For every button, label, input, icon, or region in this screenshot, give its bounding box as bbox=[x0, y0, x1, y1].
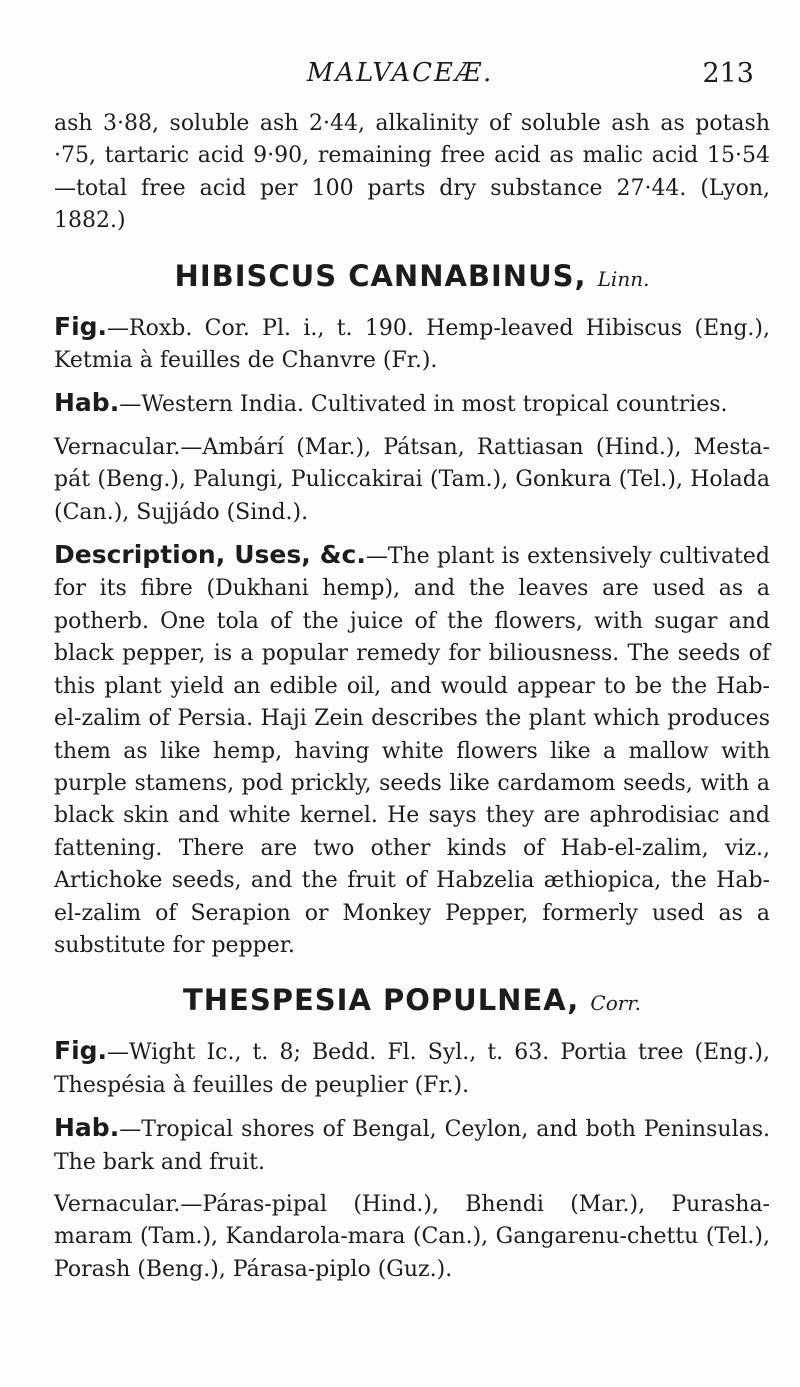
hab-paragraph bbox=[54, 387, 770, 421]
hab-lead: Hab. bbox=[54, 388, 120, 418]
heading-name: HIBISCUS CANNABINUS, bbox=[174, 258, 587, 293]
description-paragraph bbox=[54, 539, 770, 962]
section-heading-thespesia bbox=[54, 982, 770, 1021]
fig-text: —Wight Ic., t. 8; Bedd. Fl. Syl., t. 63. Portia tree (Eng.), Thespésia à feuilles de peuplier (Fr.). bbox=[54, 1040, 770, 1098]
heading-author: Linn. bbox=[597, 266, 650, 291]
intro-paragraph: ash 3·88, soluble ash 2·44, alkalinity of soluble ash as potash ·75, tartaric acid 9·90, remaining free acid as malic acid 15·54—total free acid per 100 parts dry substance 27·44. (Lyon, 1882.) bbox=[54, 111, 770, 234]
hab-paragraph bbox=[54, 1112, 770, 1179]
fig-paragraph bbox=[54, 311, 770, 378]
vernacular-paragraph: Vernacular.—Páras-pipal (Hind.), Bhendi (Mar.), Purasha-maram (Tam.), Kandarola-mara (Can.), Gangarenu-chettu (Tel.), Porash (Beng.), Párasa-piplo (Guz.). bbox=[54, 1191, 770, 1282]
fig-lead: Fig. bbox=[54, 311, 108, 341]
section-heading-hibiscus bbox=[54, 258, 770, 297]
running-title: MALVACEÆ. bbox=[306, 58, 494, 88]
fig-paragraph bbox=[54, 1035, 770, 1102]
heading-author: Corr. bbox=[590, 991, 642, 1016]
description-lead: Description, Uses, &c. bbox=[54, 540, 366, 570]
page-number: 213 bbox=[702, 58, 754, 89]
description-text: —The plant is extensively cultivated for its fibre (Dukhani hemp), and the leaves are used as a potherb. One tola of the juice of the flowers, with sugar and black pepper, is a popular remedy for biliousness. The seeds of this plant yield an edible oil, and would appear to be the Hab-el-zalim of Persia. Haji Zein describes the plant which produces them as like hemp, having white flowers like a mallow with purple stamens, pod prickly, seeds like cardamom seeds, with a black skin and white kernel. He says they are aphrodisiac and fattening. There are two other kinds of Hab-el-zalim, viz., Artichoke seeds, and the fruit of Habzelia æthiopica, the Hab-el-zalim of Serapion or Monkey Pepper, formerly used as a substitute for pepper. bbox=[54, 544, 770, 958]
hab-lead: Hab. bbox=[54, 1113, 120, 1143]
fig-text: —Roxb. Cor. Pl. i., t. 190. Hemp-leaved Hibiscus (Eng.), Ketmia à feuilles de Chanvre (Fr.). bbox=[54, 315, 770, 374]
vernacular-paragraph: Vernacular.—Ambárí (Mar.), Pátsan, Rattiasan (Hind.), Mesta-pát (Beng.), Palungi, Puliccakirai (Tam.), Gonkura (Tel.), Holada (Can.), Sujjádo (Sind.). bbox=[54, 434, 770, 525]
fig-lead: Fig. bbox=[54, 1036, 108, 1066]
page-body bbox=[54, 108, 770, 1286]
page-header bbox=[0, 58, 800, 98]
hab-text: —Western India. Cultivated in most tropical countries. bbox=[119, 392, 728, 418]
heading-name: THESPESIA POPULNEA, bbox=[182, 983, 580, 1018]
hab-text: —Tropical shores of Bengal, Ceylon, and both Peninsulas. The bark and fruit. bbox=[54, 1117, 770, 1175]
